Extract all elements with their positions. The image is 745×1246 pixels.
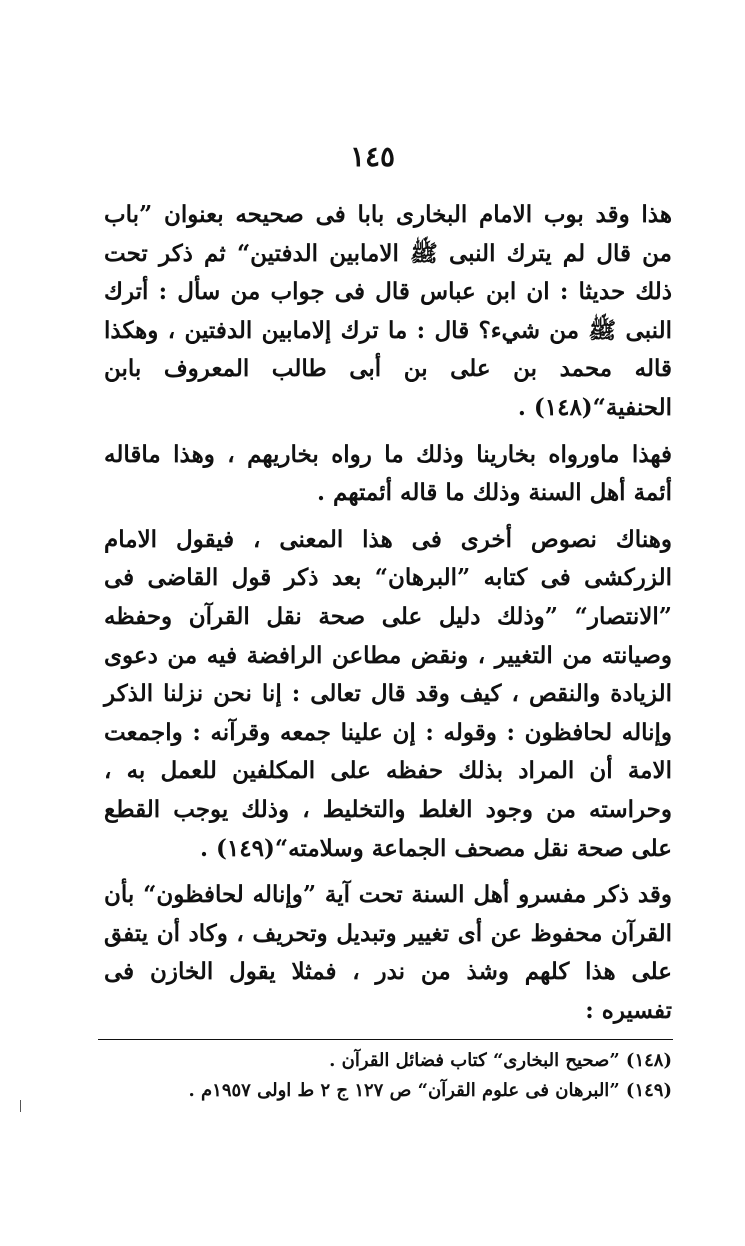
margin-mark bbox=[20, 1100, 21, 1112]
paragraph-4: وقد ذكر مفسرو أهل السنة تحت آية ”وإناله لحافظون“ بأن القرآن محفوظ عن أى تغيير وتبديل وتحريف ، وكاد أن يتفق على هذا كلهم وشذ من ندر ، فمثلا يقول الخازن فى تفسيره : bbox=[104, 881, 672, 1024]
paragraph-1: هذا وقد بوب الامام البخارى بابا فى صحيحه بعنوان ”باب من قال لم يترك النبى ﷺ الامابين الدفتين“ ثم ذكر تحت ذلك حديثا : ان ابن عباس قال فى جواب من سأل : أترك النبى ﷺ من شيء؟ قال : ما ترك إلامابين الدفتين ، وهكذا قاله محمد بن على بن أبى طالب المعروف بابن الحنفية“(١٤٨) . bbox=[104, 201, 672, 421]
paragraph-3: وهناك نصوص أخرى فى هذا المعنى ، فيقول الامام الزركشى فى كتابه ”البرهان“ بعد ذكر قول القاضى فى ”الانتصار“ ”وذلك دليل على صحة نقل القرآن وحفظه وصيانته من التغيير ، ونقض مطاعن الرافضة فيه من دعوى الزيادة والنقص ، كيف وقد قال تعالى : إنا نحن نزلنا الذكر وإناله لحافظون : وقوله : إن علينا جمعه وقرآنه : واجمعت الامة أن المراد بذلك حفظه على المكلفين للعمل به ، وحراسته من وجود الغلط والتخليط ، وذلك يوجب القطع على صحة نقل مصحف الجماعة وسلامته“(١٤٩) . bbox=[104, 525, 672, 862]
body-text bbox=[104, 196, 672, 1038]
footnote-148: (١٤٨) ”صحيح البخارى“ كتاب فضائل القرآن . bbox=[329, 1050, 672, 1071]
page-number: ١٤٥ bbox=[349, 140, 396, 173]
footnote-divider bbox=[98, 1039, 673, 1040]
footnotes bbox=[104, 1046, 672, 1106]
footnote-149: (١٤٩) ”البرهان فى علوم القرآن“ ص ١٢٧ ج ٢ ط اولى ١٩٥٧م . bbox=[188, 1080, 672, 1101]
paragraph-2: فهذا ماورواه بخارينا وذلك ما رواه بخاريهم ، وهذا ماقاله أئمة أهل السنة وذلك ما قاله أئمتهم . bbox=[104, 440, 672, 507]
